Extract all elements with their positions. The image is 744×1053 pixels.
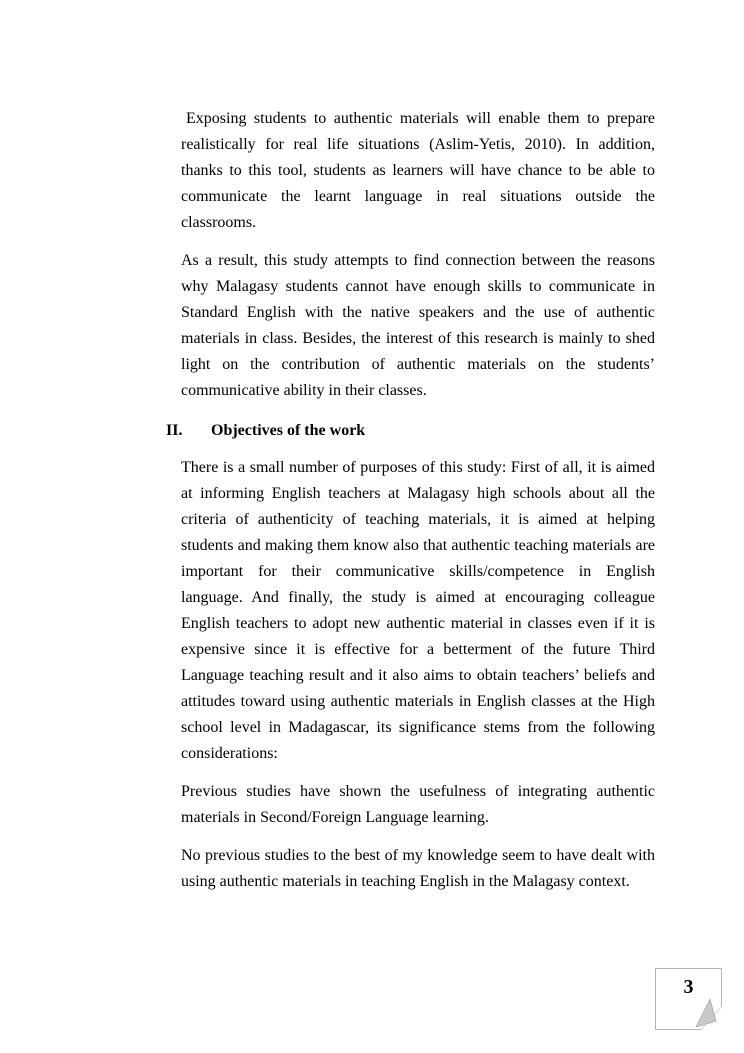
document-content: [166, 106, 656, 907]
body-paragraph: No previous studies to the best of my knowledge seem to have dealt with using authentic materials in teaching English in the Malagasy context.: [181, 847, 655, 890]
body-paragraph: As a result, this study attempts to find connection between the reasons why Malagasy students cannot have enough skills to communicate in Standard English with the native speakers and the use of authentic materials in class. Besides, the interest of this research is mainly to shed light on the contribution of authentic materials on the students’ communicative ability in their classes.: [181, 252, 655, 399]
section-heading: [166, 418, 656, 444]
page-number: 3: [683, 976, 694, 998]
section-heading-title: Objectives of the work: [211, 422, 366, 439]
body-paragraph: Previous studies have shown the usefulness of integrating authentic materials in Second/Foreign Language learning.: [181, 783, 655, 826]
section-heading-numeral: II.: [166, 422, 183, 439]
page-number-box: [655, 968, 722, 1030]
body-paragraph: Exposing students to authentic materials will enable them to prepare realistically for real life situations (Aslim-Yetis, 2010). In addition, thanks to this tool, students as learners will have chance to be able to communicate the learnt language in real situations outside the classrooms.: [181, 110, 655, 231]
page-corner-fold-icon: [692, 998, 722, 1030]
body-paragraph: There is a small number of purposes of this study: First of all, it is aimed at informing English teachers at Malagasy high schools about all the criteria of authenticity of teaching materials, it is aimed at helping students and making them know also that authentic teaching materials are important for their communicative skills/competence in English language. And finally, the study is aimed at encouraging colleague English teachers to adopt new authentic material in classes even if it is expensive since it is effective for a betterment of the future Third Language teaching result and it also aims to obtain teachers’ beliefs and attitudes toward using authentic materials in English classes at the High school level in Madagascar, its significance stems from the following considerations:: [181, 459, 655, 762]
